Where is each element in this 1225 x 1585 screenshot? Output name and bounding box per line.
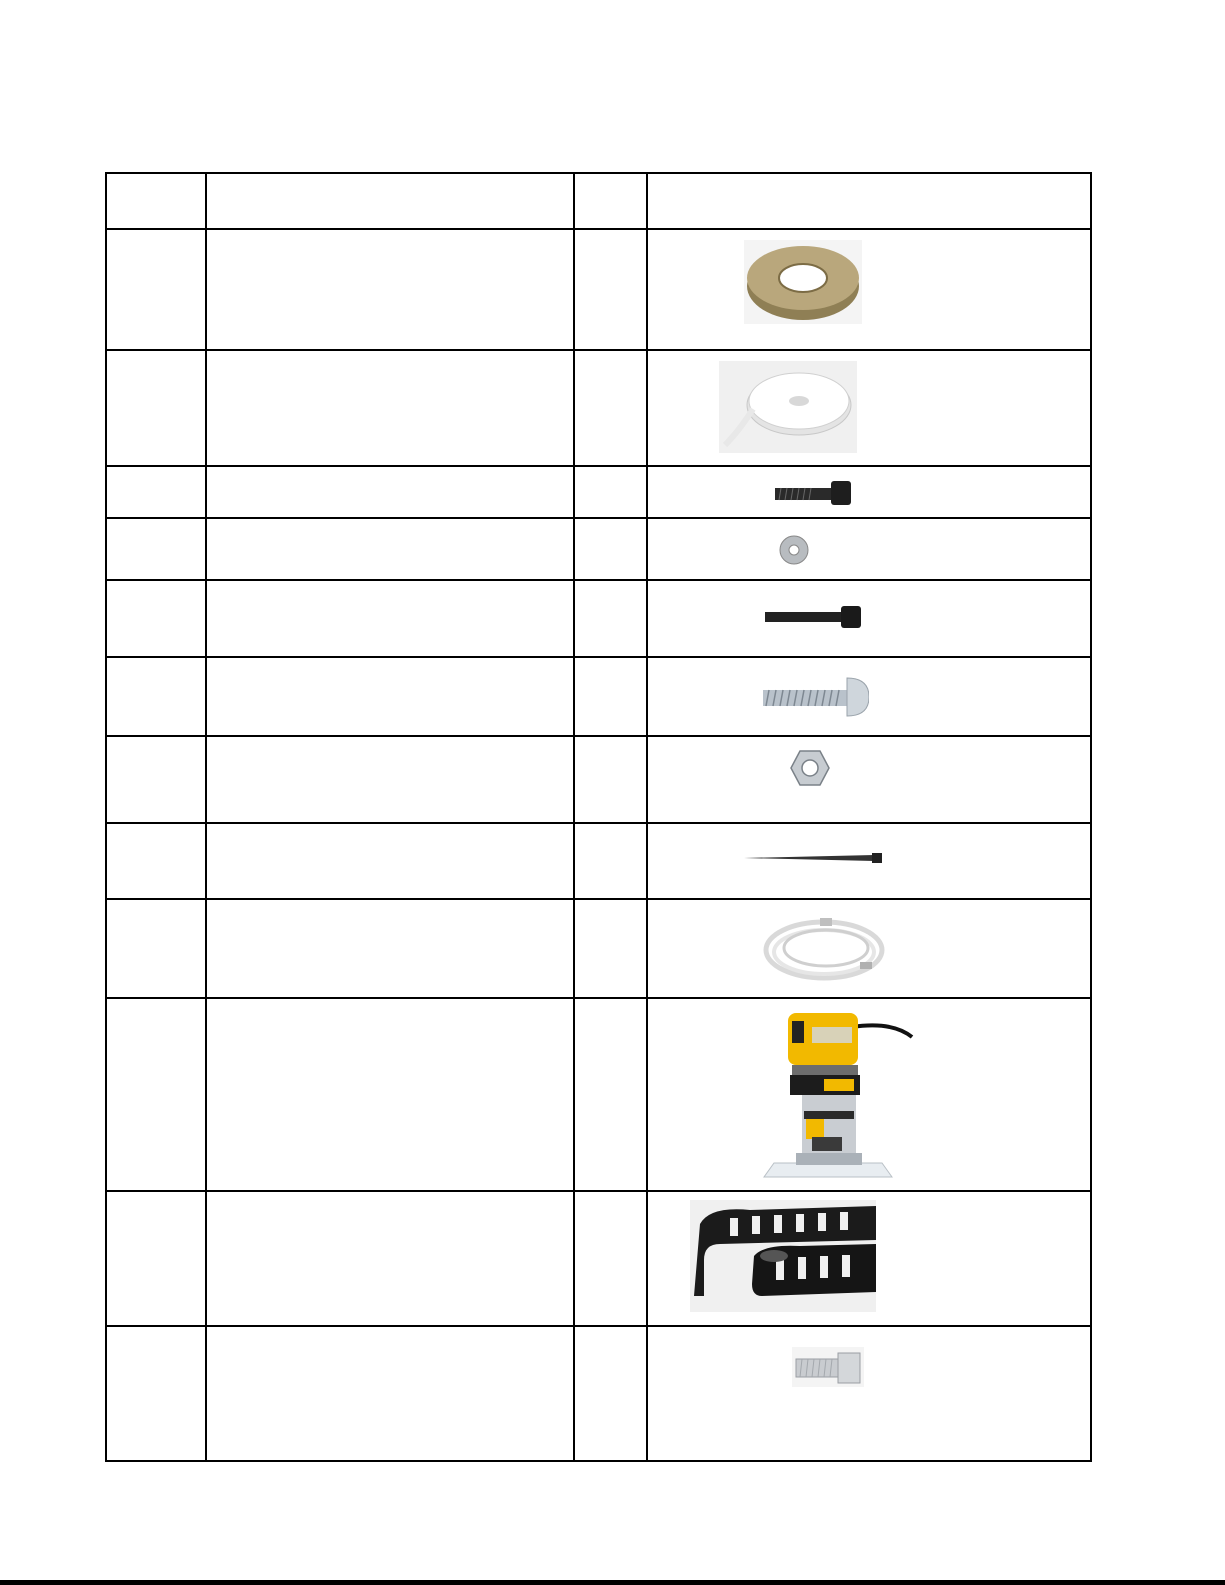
cell-quantity: [574, 580, 647, 657]
cell-part-number: [106, 823, 206, 899]
cell-picture: [647, 580, 1091, 657]
header-cell-quantity: [574, 173, 647, 229]
cable-drag-chain-icon: [690, 1200, 876, 1312]
cable-tie-icon: [742, 851, 884, 865]
cell-picture: [647, 899, 1091, 998]
table-row: [106, 899, 1091, 998]
cell-description: [206, 350, 574, 466]
cell-quantity: [574, 736, 647, 823]
cell-picture: [647, 518, 1091, 580]
cell-quantity: [574, 518, 647, 580]
cell-picture: [647, 1326, 1091, 1461]
cell-description: [206, 899, 574, 998]
header-cell-picture: [647, 173, 1091, 229]
header-cell-description: [206, 173, 574, 229]
table-row: [106, 823, 1091, 899]
cell-quantity: [574, 657, 647, 736]
table-row: [106, 466, 1091, 518]
cell-picture: [647, 657, 1091, 736]
cell-picture: [647, 736, 1091, 823]
cell-quantity: [574, 1326, 647, 1461]
usb-cable-icon: [760, 910, 888, 988]
cell-part-number: [106, 736, 206, 823]
cell-description: [206, 736, 574, 823]
cell-part-number: [106, 998, 206, 1191]
table-row: [106, 657, 1091, 736]
table-row: [106, 580, 1091, 657]
cell-description: [206, 1326, 574, 1461]
cell-description: [206, 466, 574, 518]
cell-description: [206, 823, 574, 899]
cell-description: [206, 657, 574, 736]
cell-part-number: [106, 899, 206, 998]
cell-description: [206, 1191, 574, 1326]
table-row: [106, 518, 1091, 580]
table-row: [106, 998, 1091, 1191]
cell-part-number: [106, 466, 206, 518]
cell-picture: [647, 350, 1091, 466]
cell-description: [206, 229, 574, 350]
cell-part-number: [106, 1191, 206, 1326]
long-socket-cap-screw-icon: [765, 605, 865, 629]
button-head-bolt-icon: [763, 676, 869, 718]
table-header-row: [106, 173, 1091, 229]
cell-part-number: [106, 1326, 206, 1461]
adhesive-tape-roll-icon: [744, 240, 862, 324]
cell-description: [206, 998, 574, 1191]
flat-washer-icon: [778, 534, 810, 566]
header-cell-part-number: [106, 173, 206, 229]
cell-quantity: [574, 899, 647, 998]
table-row: [106, 1326, 1091, 1461]
cell-quantity: [574, 998, 647, 1191]
cell-quantity: [574, 350, 647, 466]
page-bottom-rule: [0, 1580, 1225, 1585]
timing-belt-roll-icon: [719, 361, 857, 453]
cell-picture: [647, 466, 1091, 518]
table-row: [106, 1191, 1091, 1326]
compact-router-icon: [752, 1007, 914, 1183]
table-row: [106, 350, 1091, 466]
cell-quantity: [574, 1191, 647, 1326]
cell-quantity: [574, 229, 647, 350]
cell-picture: [647, 229, 1091, 350]
cell-picture: [647, 1191, 1091, 1326]
hex-nut-icon: [790, 749, 830, 787]
cell-part-number: [106, 518, 206, 580]
cell-picture: [647, 998, 1091, 1191]
cell-quantity: [574, 823, 647, 899]
cell-part-number: [106, 580, 206, 657]
cell-part-number: [106, 657, 206, 736]
short-socket-cap-screw-icon: [775, 479, 855, 507]
cell-part-number: [106, 350, 206, 466]
table-row: [106, 229, 1091, 350]
cell-quantity: [574, 466, 647, 518]
set-screw-icon: [792, 1347, 864, 1387]
cell-description: [206, 518, 574, 580]
bill-of-materials-table: [105, 172, 1092, 1462]
cell-part-number: [106, 229, 206, 350]
table-row: [106, 736, 1091, 823]
cell-description: [206, 580, 574, 657]
cell-picture: [647, 823, 1091, 899]
